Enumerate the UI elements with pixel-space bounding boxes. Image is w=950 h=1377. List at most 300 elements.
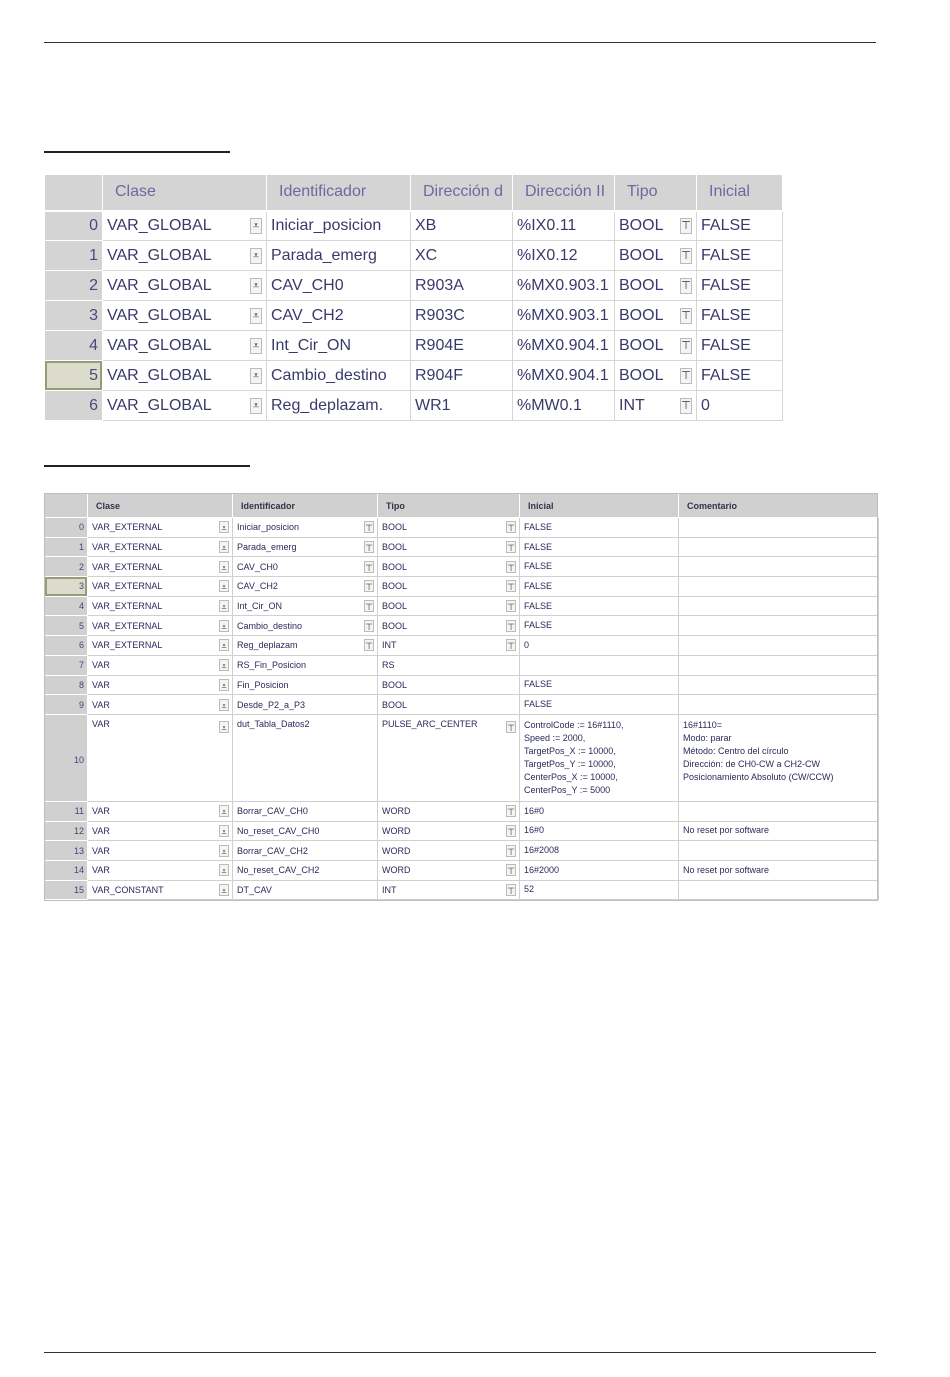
- comentario-cell[interactable]: [679, 801, 879, 821]
- direccion-cell-text: R904E: [415, 336, 464, 354]
- row-number-text: 10: [73, 754, 84, 765]
- identificador-cell[interactable]: [233, 655, 378, 675]
- direccion-cell-text: R903A: [415, 276, 464, 294]
- clase-cell-text: VAR_CONSTANT: [92, 884, 164, 895]
- type-select-icon[interactable]: ⊤: [507, 722, 515, 733]
- clase-cell[interactable]: [88, 518, 233, 538]
- table-row[interactable]: [45, 695, 879, 715]
- tipo-cell-text: BOOL: [619, 246, 664, 264]
- clase-cell-text: VAR_GLOBAL: [107, 336, 212, 354]
- identificador-cell[interactable]: [233, 636, 378, 656]
- comentario-cell[interactable]: [679, 655, 879, 675]
- tipo-cell-text: WORD: [382, 865, 411, 876]
- comentario-cell[interactable]: [679, 616, 879, 636]
- class-select-icon[interactable]: ⩡: [250, 368, 262, 384]
- direccion-cell[interactable]: [411, 241, 513, 271]
- comentario-cell[interactable]: [679, 821, 879, 841]
- tipo-cell[interactable]: [378, 841, 520, 861]
- identificador-cell[interactable]: [233, 880, 378, 900]
- inicial-cell[interactable]: [520, 557, 679, 577]
- tipo-cell[interactable]: [378, 655, 520, 675]
- tipo-cell-text: BOOL: [619, 366, 664, 384]
- row-number[interactable]: [45, 391, 103, 421]
- type-select-icon[interactable]: ⊤: [507, 621, 515, 632]
- identificador-cell[interactable]: [233, 518, 378, 538]
- class-select-icon[interactable]: ⩡: [219, 805, 229, 817]
- table-row[interactable]: [45, 271, 783, 301]
- clase-cell[interactable]: [88, 636, 233, 656]
- comentario-cell[interactable]: [679, 880, 879, 900]
- identificador-cell-text: CAV_CH2: [237, 581, 278, 592]
- inicial-cell[interactable]: [520, 841, 679, 861]
- identificador-cell[interactable]: [267, 301, 411, 331]
- type-select-icon[interactable]: ⊤: [681, 219, 691, 232]
- clase-cell[interactable]: [103, 271, 267, 301]
- row-number[interactable]: [45, 271, 103, 301]
- inicial-cell[interactable]: [520, 616, 679, 636]
- row-number-text: 2: [78, 561, 84, 572]
- identificador-cell[interactable]: [233, 841, 378, 861]
- identificador-cell-text: Fin_Posicion: [237, 679, 289, 690]
- inicial-cell-text: FALSE: [524, 620, 553, 631]
- clase-cell-text: VAR: [92, 845, 110, 856]
- clase-cell[interactable]: [88, 880, 233, 900]
- class-select-icon[interactable]: ⩡: [250, 398, 262, 414]
- identificador-cell[interactable]: [233, 695, 378, 715]
- inicial-cell-text: FALSE: [524, 521, 553, 532]
- tipo-cell[interactable]: [378, 801, 520, 821]
- identificador-cell[interactable]: [233, 557, 378, 577]
- table-row[interactable]: [45, 361, 783, 391]
- column-header-direccion-iec[interactable]: Dirección II: [513, 175, 615, 211]
- clase-cell[interactable]: [88, 616, 233, 636]
- row-number-text: 4: [78, 601, 84, 612]
- type-select-icon[interactable]: ⊤: [507, 807, 515, 818]
- inicial-cell[interactable]: [697, 391, 783, 421]
- table-row[interactable]: [45, 860, 879, 880]
- inicial-cell[interactable]: [520, 714, 679, 801]
- identificador-cell[interactable]: [267, 241, 411, 271]
- clase-cell-text: VAR_EXTERNAL: [92, 542, 163, 553]
- identifier-select-icon[interactable]: ⊤: [365, 582, 373, 593]
- row-number[interactable]: [45, 616, 88, 636]
- tipo-cell[interactable]: [378, 537, 520, 557]
- clase-cell-text: VAR_GLOBAL: [107, 216, 212, 234]
- inicial-cell[interactable]: [520, 860, 679, 880]
- tipo-cell-text: BOOL: [382, 522, 408, 533]
- clase-cell-text: VAR_EXTERNAL: [92, 620, 163, 631]
- class-select-icon[interactable]: ⩡: [219, 659, 229, 671]
- tipo-cell[interactable]: [378, 821, 520, 841]
- clase-cell-text: VAR_EXTERNAL: [92, 522, 163, 533]
- inicial-cell-text: FALSE: [524, 561, 553, 572]
- direccion-cell-text: WR1: [415, 396, 451, 414]
- direccion-cell[interactable]: [411, 331, 513, 361]
- column-header-clase[interactable]: Clase: [103, 175, 267, 211]
- inicial-cell-text: FALSE: [701, 276, 751, 294]
- clase-cell-text: VAR_EXTERNAL: [92, 581, 163, 592]
- tipo-cell[interactable]: [378, 518, 520, 538]
- row-number[interactable]: [45, 714, 88, 801]
- row-number[interactable]: [45, 841, 88, 861]
- identificador-cell[interactable]: [233, 860, 378, 880]
- class-select-icon[interactable]: ⩡: [250, 338, 262, 354]
- inicial-cell[interactable]: [520, 518, 679, 538]
- tipo-cell[interactable]: [378, 860, 520, 880]
- direccion-cell-text: XC: [415, 246, 438, 264]
- identifier-select-icon[interactable]: ⊤: [365, 621, 373, 632]
- clase-cell-text: VAR_GLOBAL: [107, 396, 212, 414]
- comentario-cell[interactable]: [679, 577, 879, 597]
- identificador-cell-text: Reg_deplazam.: [271, 396, 384, 414]
- inicial-cell[interactable]: [520, 636, 679, 656]
- clase-cell-text: VAR_GLOBAL: [107, 276, 212, 294]
- identificador-cell[interactable]: [233, 537, 378, 557]
- comentario-cell[interactable]: [679, 557, 879, 577]
- direccion-iec-cell[interactable]: [513, 271, 615, 301]
- class-select-icon[interactable]: ⩡: [250, 308, 262, 324]
- table-row[interactable]: [45, 518, 879, 538]
- clase-cell[interactable]: [88, 557, 233, 577]
- comentario-cell[interactable]: [679, 841, 879, 861]
- identificador-cell-text: Cambio_destino: [237, 620, 303, 631]
- row-number-text: 4: [89, 336, 98, 354]
- inicial-cell-text: 16#2008: [524, 845, 560, 856]
- comentario-cell[interactable]: [679, 860, 879, 880]
- inicial-cell[interactable]: [697, 301, 783, 331]
- row-number-text: 3: [78, 581, 84, 592]
- tipo-cell-text: INT: [619, 396, 645, 414]
- direccion-cell[interactable]: [411, 211, 513, 241]
- table-row[interactable]: [45, 801, 879, 821]
- direccion-cell-text: R903C: [415, 306, 465, 324]
- row-number[interactable]: [45, 695, 88, 715]
- class-select-icon[interactable]: ⩡: [219, 521, 229, 533]
- identificador-cell-text: CAV_CH0: [237, 561, 278, 572]
- row-number-text: 12: [73, 825, 84, 836]
- inicial-cell[interactable]: [520, 801, 679, 821]
- tipo-cell[interactable]: [615, 271, 697, 301]
- direccion-iec-cell[interactable]: [513, 211, 615, 241]
- column-header-identificador[interactable]: Identificador: [267, 175, 411, 211]
- row-number[interactable]: [45, 801, 88, 821]
- table-row[interactable]: [45, 301, 783, 331]
- clase-cell[interactable]: [103, 211, 267, 241]
- row-number[interactable]: [45, 518, 88, 538]
- row-number[interactable]: [45, 361, 103, 391]
- row-number[interactable]: [45, 655, 88, 675]
- type-select-icon[interactable]: ⊤: [507, 523, 515, 534]
- table-row[interactable]: [45, 331, 783, 361]
- inicial-cell[interactable]: [697, 331, 783, 361]
- table-row[interactable]: [45, 841, 879, 861]
- table-row[interactable]: [45, 636, 879, 656]
- inicial-cell-text: FALSE: [524, 600, 553, 611]
- type-select-icon[interactable]: ⊤: [507, 826, 515, 837]
- identificador-cell[interactable]: [267, 271, 411, 301]
- tipo-cell[interactable]: [378, 577, 520, 597]
- tipo-cell[interactable]: [378, 675, 520, 695]
- clase-cell[interactable]: [88, 675, 233, 695]
- clase-cell[interactable]: [103, 391, 267, 421]
- inicial-cell[interactable]: [520, 577, 679, 597]
- table-row[interactable]: [45, 880, 879, 900]
- type-select-icon[interactable]: ⊤: [507, 602, 515, 613]
- clase-cell[interactable]: [88, 695, 233, 715]
- identificador-cell[interactable]: [233, 596, 378, 616]
- tipo-cell-text: WORD: [382, 845, 411, 856]
- type-select-icon[interactable]: ⊤: [507, 582, 515, 593]
- identificador-cell[interactable]: [233, 821, 378, 841]
- identificador-cell-text: dut_Tabla_Datos2: [237, 718, 310, 729]
- inicial-cell[interactable]: [520, 880, 679, 900]
- inicial-cell-text: FALSE: [524, 580, 553, 591]
- identificador-cell-text: Borrar_CAV_CH0: [237, 806, 308, 817]
- type-select-icon[interactable]: ⊤: [681, 249, 691, 262]
- identificador-cell[interactable]: [233, 616, 378, 636]
- column-header-inicial[interactable]: Inicial: [520, 494, 679, 518]
- inicial-cell[interactable]: [697, 241, 783, 271]
- table-row[interactable]: [45, 821, 879, 841]
- direccion-iec-cell-text: %MW0.1: [517, 396, 582, 414]
- clase-cell[interactable]: [88, 860, 233, 880]
- row-number[interactable]: [45, 557, 88, 577]
- identificador-cell-text: CAV_CH0: [271, 276, 344, 294]
- inicial-cell-text: FALSE: [701, 246, 751, 264]
- class-select-icon[interactable]: ⩡: [219, 884, 229, 896]
- class-select-icon[interactable]: ⩡: [219, 679, 229, 691]
- row-number-text: 6: [89, 396, 98, 414]
- type-select-icon[interactable]: ⊤: [681, 279, 691, 292]
- column-header-tipo[interactable]: Tipo: [615, 175, 697, 211]
- clase-cell[interactable]: [103, 301, 267, 331]
- inicial-cell-text: ControlCode := 16#1110, Speed := 2000, TargetPos_X := 10000, TargetPos_Y := 10000, CenterPos_X := 10000, CenterPos_Y := 5000: [524, 719, 624, 795]
- row-number[interactable]: [45, 880, 88, 900]
- direccion-cell[interactable]: [411, 361, 513, 391]
- tipo-cell[interactable]: [615, 331, 697, 361]
- clase-cell[interactable]: [88, 801, 233, 821]
- identificador-cell-text: No_reset_CAV_CH0: [237, 825, 320, 836]
- section-heading-rule-1: [44, 151, 230, 153]
- identificador-cell-text: Int_Cir_ON: [237, 601, 283, 612]
- clase-cell[interactable]: [88, 821, 233, 841]
- identifier-select-icon[interactable]: ⊤: [365, 562, 373, 573]
- type-select-icon[interactable]: ⊤: [507, 846, 515, 857]
- inicial-cell[interactable]: [697, 271, 783, 301]
- type-select-icon[interactable]: ⊤: [507, 641, 515, 652]
- class-select-icon[interactable]: ⩡: [219, 699, 229, 711]
- row-number[interactable]: [45, 860, 88, 880]
- identificador-cell-text: RS_Fin_Posicion: [237, 660, 307, 671]
- class-select-icon[interactable]: ⩡: [219, 864, 229, 876]
- clase-cell-text: VAR_EXTERNAL: [92, 561, 163, 572]
- section-heading-rule-2: [44, 465, 250, 467]
- row-number-text: 14: [73, 865, 84, 876]
- class-select-icon[interactable]: ⩡: [250, 248, 262, 264]
- clase-cell[interactable]: [88, 577, 233, 597]
- class-select-icon[interactable]: ⩡: [250, 278, 262, 294]
- comentario-cell[interactable]: [679, 596, 879, 616]
- tipo-cell[interactable]: [378, 557, 520, 577]
- direccion-cell[interactable]: [411, 301, 513, 331]
- clase-cell[interactable]: [88, 841, 233, 861]
- comentario-cell[interactable]: [679, 636, 879, 656]
- class-select-icon[interactable]: ⩡: [219, 721, 229, 733]
- tipo-cell[interactable]: [615, 391, 697, 421]
- row-number-text: 1: [78, 542, 84, 553]
- class-select-icon[interactable]: ⩡: [219, 600, 229, 612]
- tipo-cell-text: WORD: [382, 806, 411, 817]
- identificador-cell[interactable]: [233, 801, 378, 821]
- row-number[interactable]: [45, 537, 88, 557]
- identificador-cell[interactable]: [267, 331, 411, 361]
- clase-cell[interactable]: [103, 361, 267, 391]
- class-select-icon[interactable]: ⩡: [219, 620, 229, 632]
- identificador-cell-text: Borrar_CAV_CH2: [237, 845, 308, 856]
- column-header-tipo[interactable]: Tipo: [378, 494, 520, 518]
- tipo-cell[interactable]: [615, 361, 697, 391]
- class-select-icon[interactable]: ⩡: [219, 639, 229, 651]
- tipo-cell-text: BOOL: [382, 561, 408, 572]
- row-number-text: 7: [78, 660, 84, 671]
- table-row[interactable]: [45, 537, 879, 557]
- tipo-cell[interactable]: [615, 301, 697, 331]
- inicial-cell-text: 0: [524, 639, 530, 650]
- clase-cell[interactable]: [103, 331, 267, 361]
- tipo-cell-text: BOOL: [382, 542, 408, 553]
- type-select-icon[interactable]: ⊤: [681, 369, 691, 382]
- identificador-cell-text: No_reset_CAV_CH2: [237, 865, 320, 876]
- table-row[interactable]: [45, 557, 879, 577]
- inicial-cell-text: FALSE: [701, 216, 751, 234]
- identifier-select-icon[interactable]: ⊤: [365, 641, 373, 652]
- row-number[interactable]: [45, 211, 103, 241]
- table-row[interactable]: [45, 675, 879, 695]
- identificador-cell[interactable]: [267, 211, 411, 241]
- class-select-icon[interactable]: ⩡: [219, 561, 229, 573]
- table-row[interactable]: [45, 241, 783, 271]
- comentario-cell[interactable]: [679, 714, 879, 801]
- inicial-cell[interactable]: [520, 675, 679, 695]
- identificador-cell-text: Desde_P2_a_P3: [237, 699, 306, 710]
- type-select-icon[interactable]: ⊤: [507, 885, 515, 896]
- class-select-icon[interactable]: ⩡: [219, 825, 229, 837]
- comentario-cell[interactable]: [679, 695, 879, 715]
- identificador-cell[interactable]: [267, 361, 411, 391]
- type-select-icon[interactable]: ⊤: [681, 339, 691, 352]
- identificador-cell[interactable]: [233, 577, 378, 597]
- clase-cell-text: VAR: [92, 679, 110, 690]
- row-number[interactable]: [45, 636, 88, 656]
- table-row[interactable]: [45, 211, 783, 241]
- direccion-iec-cell[interactable]: [513, 331, 615, 361]
- column-header-direccion[interactable]: Dirección d: [411, 175, 513, 211]
- type-select-icon[interactable]: ⊤: [507, 543, 515, 554]
- tipo-cell[interactable]: [378, 616, 520, 636]
- table-row[interactable]: [45, 714, 879, 801]
- identificador-cell[interactable]: [233, 675, 378, 695]
- type-select-icon[interactable]: ⊤: [681, 309, 691, 322]
- identificador-cell-text: DT_CAV: [237, 884, 272, 895]
- inicial-cell[interactable]: [520, 821, 679, 841]
- row-number[interactable]: [45, 821, 88, 841]
- tipo-cell[interactable]: [378, 695, 520, 715]
- tipo-cell[interactable]: [378, 714, 520, 801]
- table-row[interactable]: [45, 616, 879, 636]
- direccion-iec-cell[interactable]: [513, 301, 615, 331]
- tipo-cell[interactable]: [378, 596, 520, 616]
- identificador-cell[interactable]: [233, 714, 378, 801]
- class-select-icon[interactable]: ⩡: [219, 541, 229, 553]
- tipo-cell[interactable]: [378, 880, 520, 900]
- tipo-cell[interactable]: [615, 211, 697, 241]
- row-number[interactable]: [45, 301, 103, 331]
- table-row[interactable]: [45, 391, 783, 421]
- table-header-row: [45, 494, 879, 518]
- inicial-cell[interactable]: [520, 596, 679, 616]
- clase-cell[interactable]: [88, 537, 233, 557]
- direccion-iec-cell-text: %MX0.904.1: [517, 336, 609, 354]
- column-header-clase[interactable]: Clase: [88, 494, 233, 518]
- clase-cell[interactable]: [88, 714, 233, 801]
- direccion-iec-cell[interactable]: [513, 241, 615, 271]
- row-number[interactable]: [45, 331, 103, 361]
- row-number[interactable]: [45, 596, 88, 616]
- class-select-icon[interactable]: ⩡: [219, 580, 229, 592]
- direccion-cell[interactable]: [411, 271, 513, 301]
- column-header-comentario[interactable]: Comentario: [679, 494, 879, 518]
- direccion-iec-cell-text: %MX0.903.1: [517, 306, 609, 324]
- direccion-iec-cell-text: %IX0.12: [517, 246, 578, 264]
- row-number-text: 2: [89, 276, 98, 294]
- type-select-icon[interactable]: ⊤: [681, 399, 691, 412]
- row-number[interactable]: [45, 675, 88, 695]
- type-select-icon[interactable]: ⊤: [507, 866, 515, 877]
- table-row[interactable]: [45, 577, 879, 597]
- inicial-cell[interactable]: [520, 655, 679, 675]
- row-number[interactable]: [45, 241, 103, 271]
- clase-cell[interactable]: [103, 241, 267, 271]
- direccion-iec-cell[interactable]: [513, 391, 615, 421]
- type-select-icon[interactable]: ⊤: [507, 562, 515, 573]
- class-select-icon[interactable]: ⩡: [250, 218, 262, 234]
- comentario-cell[interactable]: [679, 675, 879, 695]
- clase-cell[interactable]: [88, 655, 233, 675]
- comentario-cell[interactable]: [679, 518, 879, 538]
- direccion-iec-cell[interactable]: [513, 361, 615, 391]
- row-number[interactable]: [45, 577, 88, 597]
- identifier-select-icon[interactable]: ⊤: [365, 523, 373, 534]
- inicial-cell[interactable]: [697, 361, 783, 391]
- class-select-icon[interactable]: ⩡: [219, 845, 229, 857]
- tipo-cell[interactable]: [378, 636, 520, 656]
- inicial-cell[interactable]: [520, 695, 679, 715]
- inicial-cell[interactable]: [520, 537, 679, 557]
- identifier-select-icon[interactable]: ⊤: [365, 602, 373, 613]
- column-header-inicial[interactable]: Inicial: [697, 175, 783, 211]
- table-row[interactable]: [45, 655, 879, 675]
- clase-cell-text: VAR: [92, 806, 110, 817]
- direccion-cell[interactable]: [411, 391, 513, 421]
- identificador-cell[interactable]: [267, 391, 411, 421]
- table-row[interactable]: [45, 596, 879, 616]
- clase-cell[interactable]: [88, 596, 233, 616]
- comentario-cell[interactable]: [679, 537, 879, 557]
- identifier-select-icon[interactable]: ⊤: [365, 543, 373, 554]
- inicial-cell[interactable]: [697, 211, 783, 241]
- tipo-cell[interactable]: [615, 241, 697, 271]
- column-header-identificador[interactable]: Identificador: [233, 494, 378, 518]
